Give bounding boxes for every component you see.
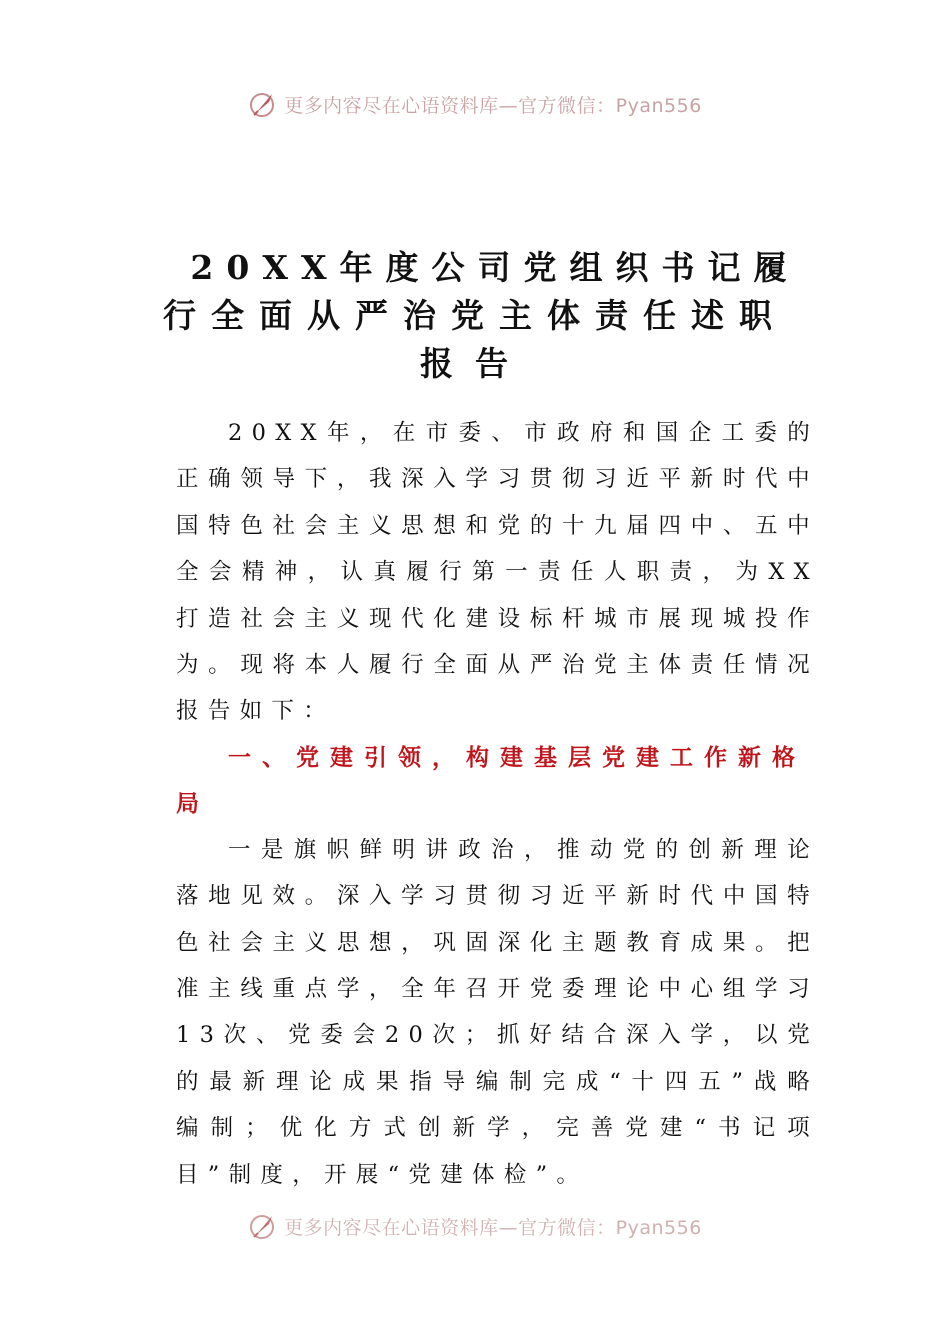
quill-pen-icon — [248, 1211, 278, 1241]
title-line-1: 20XX年度公司党组织书记履 — [190, 248, 800, 287]
section-1-paragraph-1: 一是旗帜鲜明讲政治，推动党的创新理论落地见效。深入学习贯彻习近平新时代中国特色社会主义思想，巩固深化主题教育成果。把准主线重点学，全年召开党委理论中心组学习13次、党委会20次；抓好结合深入学，以党的最新理论成果指导编制完成“十四五”战略编制；优化方式创新学，完善党建“书记项目”制度，开展“党建体检”。 — [176, 836, 819, 1188]
watermark-footer — [0, 1206, 950, 1246]
watermark-header — [0, 84, 950, 124]
document-title — [0, 244, 950, 388]
title-line-2: 行全面从严治党主体责任述职 — [163, 296, 787, 335]
title-line-3: 报告 — [420, 344, 530, 383]
watermark-text: 更多内容尽在心语资料库—官方微信：Pyan556 — [284, 1216, 702, 1239]
document-body — [176, 410, 819, 1198]
section-heading-1: 一、党建引领，构建基层党建工作新格局 — [176, 744, 806, 817]
watermark-text: 更多内容尽在心语资料库—官方微信：Pyan556 — [284, 94, 702, 117]
quill-pen-icon — [248, 89, 278, 119]
intro-paragraph: 20XX年，在市委、市政府和国企工委的正确领导下，我深入学习贯彻习近平新时代中国特色社会主义思想和党的十九届四中、五中全会精神，认真履行第一责任人职责，为XX打造社会主义现代化建设标杆城市展现城投作为。现将本人履行全面从严治党主体责任情况报告如下： — [176, 420, 819, 725]
